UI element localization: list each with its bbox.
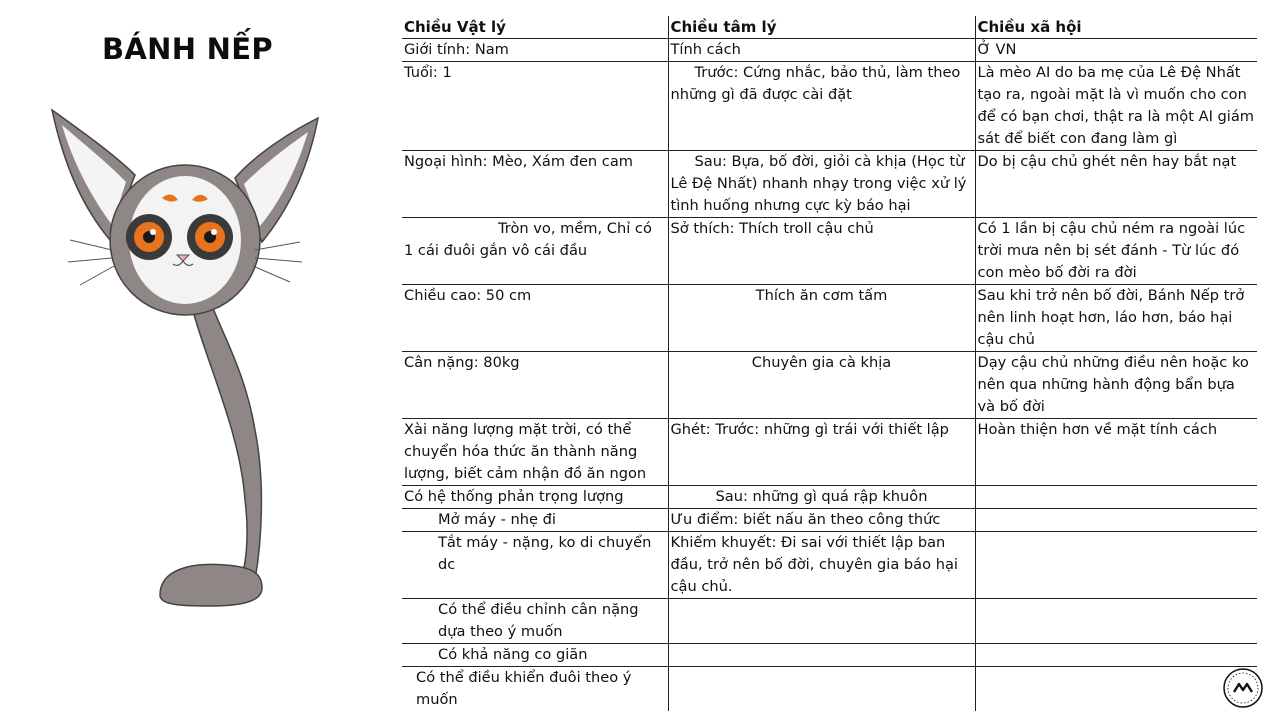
table-row	[402, 644, 1257, 667]
cat-illustration	[40, 100, 340, 620]
table-row	[402, 352, 1257, 419]
table-row	[402, 218, 1257, 285]
table-cell: Có khả năng co giãn	[402, 644, 668, 667]
table-cell: Có thể điều chỉnh cân nặng dựa theo ý muốn	[402, 599, 668, 644]
table-row	[402, 532, 1257, 599]
table-cell	[975, 667, 1257, 712]
table-row	[402, 39, 1257, 62]
table-cell: Tuổi: 1	[402, 62, 668, 151]
table-cell: Tắt máy - nặng, ko di chuyển dc	[402, 532, 668, 599]
round-logo-icon	[1222, 667, 1264, 709]
table-cell: Tròn vo, mềm, Chỉ có 1 cái đuôi gắn vô cái đầu	[402, 218, 668, 285]
table-cell	[975, 599, 1257, 644]
table-cell: Ưu điểm: biết nấu ăn theo công thức	[668, 509, 975, 532]
header-social: Chiều xã hội	[975, 16, 1257, 39]
table-cell: Giới tính: Nam	[402, 39, 668, 62]
table-cell	[975, 486, 1257, 509]
table-cell: Chuyên gia cà khịa	[668, 352, 975, 419]
table-cell	[975, 509, 1257, 532]
table-cell: Có thể điều khiển đuôi theo ý muốn	[416, 669, 632, 708]
table-cell: Sau khi trở nên bố đời, Bánh Nếp trở nên linh hoạt hơn, láo hơn, báo hại cậu chủ	[975, 285, 1257, 352]
table-row	[402, 599, 1257, 644]
table-row	[402, 62, 1257, 151]
table-cell	[975, 532, 1257, 599]
table-cell: Chiều cao: 50 cm	[402, 285, 668, 352]
table-row	[402, 419, 1257, 486]
character-sheet-table	[402, 16, 1257, 711]
table-cell: Thích ăn cơm tấm	[668, 285, 975, 352]
table-cell: Sở thích: Thích troll cậu chủ	[668, 218, 975, 285]
table-cell: Mở máy - nhẹ đi	[402, 509, 668, 532]
table-row	[402, 151, 1257, 218]
table-cell: Là mèo AI do ba mẹ của Lê Đệ Nhất tạo ra, ngoài mặt là vì muốn cho con để có bạn chơi, thật ra là một AI giám sát để biết con đang làm gì	[975, 62, 1257, 151]
cat-tail	[190, 300, 261, 580]
table-cell: Tính cách	[668, 39, 975, 62]
table-cell: Dạy cậu chủ những điều nên hoặc ko nên qua những hành động bẩn bựa và bố đời	[975, 352, 1257, 419]
table-header-row	[402, 16, 1257, 39]
table-cell: Có hệ thống phản trọng lượng	[402, 486, 668, 509]
table-row	[402, 285, 1257, 352]
table-cell: Sau: Bựa, bố đời, giỏi cà khịa (Học từ Lê Đệ Nhất) nhanh nhạy trong việc xử lý tình huống nhưng cực kỳ báo hại	[668, 151, 975, 218]
table-cell	[668, 599, 975, 644]
table-cell: Ở VN	[975, 39, 1257, 62]
table-row	[402, 667, 1257, 712]
table-cell: Ghét: Trước: những gì trái với thiết lập	[668, 419, 975, 486]
table-cell: Xài năng lượng mặt trời, có thể chuyển hóa thức ăn thành năng lượng, biết cảm nhận đồ ăn ngon	[402, 419, 668, 486]
table-cell: Hoàn thiện hơn về mặt tính cách	[975, 419, 1257, 486]
table-cell	[668, 667, 975, 712]
table-row	[402, 486, 1257, 509]
table-cell: Trước: Cứng nhắc, bảo thủ, làm theo những gì đã được cài đặt	[668, 62, 975, 151]
table-cell: Ngoại hình: Mèo, Xám đen cam	[402, 151, 668, 218]
table-row	[402, 509, 1257, 532]
table-cell: Do bị cậu chủ ghét nên hay bắt nạt	[975, 151, 1257, 218]
header-physical: Chiều Vật lý	[402, 16, 668, 39]
table-cell: Có 1 lần bị cậu chủ ném ra ngoài lúc trời mưa nên bị sét đánh - Từ lúc đó con mèo bố đời ra đời	[975, 218, 1257, 285]
page-title: BÁNH NẾP	[102, 32, 273, 66]
table-cell: Sau: những gì quá rập khuôn	[668, 486, 975, 509]
table-cell: Cân nặng: 80kg	[402, 352, 668, 419]
cat-tail-tip	[160, 564, 262, 606]
header-psychological: Chiều tâm lý	[668, 16, 975, 39]
table-cell	[975, 644, 1257, 667]
table-cell	[668, 644, 975, 667]
table-cell: Khiếm khuyết: Đi sai với thiết lập ban đầu, trở nên bố đời, chuyên gia báo hại cậu chủ.	[668, 532, 975, 599]
